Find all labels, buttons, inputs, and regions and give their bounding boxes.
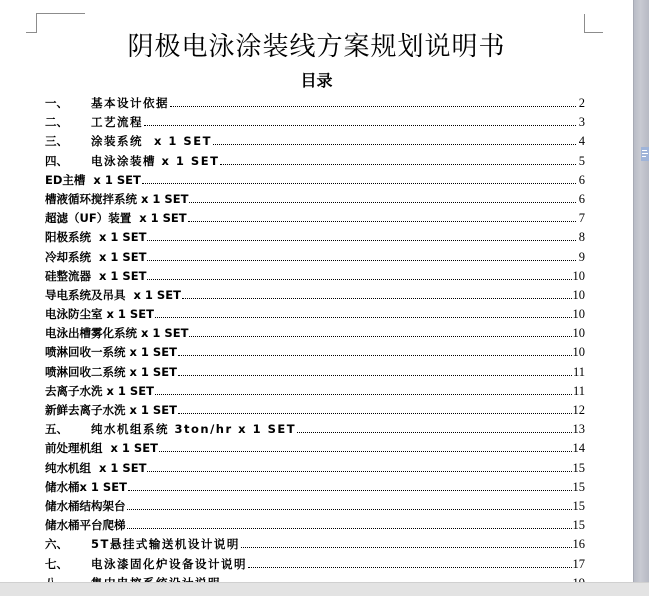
toc-page-number: 14	[572, 441, 585, 456]
toc-entry[interactable]	[45, 132, 585, 151]
document-map-icon[interactable]	[641, 147, 649, 161]
toc-entry-label	[45, 94, 169, 113]
toc-page-number: 7	[578, 211, 585, 226]
toc-entry[interactable]	[45, 113, 585, 132]
toc-entry-label	[45, 516, 126, 535]
toc-entry-text: 储水桶x 1 SET	[45, 479, 127, 494]
toc-entry-label	[45, 286, 181, 305]
toc-entry-text: 导电系统及吊具 x 1 SET	[45, 287, 181, 302]
toc-entry-label	[45, 555, 247, 574]
toc-dot-leader	[170, 105, 576, 107]
toc-page-number: 13	[572, 422, 585, 437]
toc-heading: 目录	[300, 71, 333, 90]
toc-page-number: 10	[572, 326, 585, 341]
toc-entry-text: 电泳漆固化炉设备设计说明	[91, 556, 247, 571]
toc-entry-number: 四、	[45, 153, 68, 168]
toc-entry[interactable]	[45, 439, 585, 458]
toc-page-number: 3	[578, 115, 585, 130]
toc-entry-label	[45, 248, 146, 267]
toc-entry-label	[45, 439, 158, 458]
toc-entry-number: 三、	[45, 134, 68, 149]
toc-page-number: 12	[572, 403, 585, 417]
toc-dot-leader	[159, 450, 572, 452]
toc-dot-leader	[147, 278, 571, 280]
toc-page-number: 10	[572, 268, 585, 283]
toc-dot-leader	[155, 316, 572, 318]
toc-page-number: 15	[572, 460, 585, 475]
toc-entry[interactable]	[45, 382, 585, 401]
toc-entry-text: 新鲜去离子水洗 x 1 SET	[45, 403, 177, 417]
table-of-contents	[45, 94, 585, 593]
toc-entry-text: 电泳防尘室 x 1 SET	[45, 307, 154, 322]
vertical-scrollbar[interactable]	[633, 0, 649, 582]
toc-page-number: 15	[572, 498, 585, 513]
toc-entry[interactable]	[45, 94, 585, 113]
toc-page-number: 9	[578, 249, 585, 264]
toc-dot-leader	[241, 546, 572, 548]
toc-dot-leader	[182, 297, 572, 299]
toc-entry-label	[45, 171, 141, 190]
toc-dot-leader	[248, 566, 572, 568]
toc-dot-leader	[147, 470, 571, 472]
toc-dot-leader	[155, 393, 572, 395]
toc-dot-leader	[178, 374, 572, 376]
toc-entry[interactable]	[45, 171, 585, 190]
toc-page-number: 8	[578, 230, 585, 245]
toc-page-number: 10	[572, 345, 585, 360]
toc-entry-label	[45, 305, 154, 324]
toc-entry-text: 5T悬挂式输送机设计说明	[91, 537, 240, 552]
toc-entry[interactable]	[45, 555, 585, 574]
toc-page-number: 11	[572, 383, 585, 398]
toc-entry[interactable]	[45, 248, 585, 267]
toc-page-number: 6	[578, 191, 585, 206]
toc-entry[interactable]	[45, 535, 585, 554]
toc-dot-leader	[142, 182, 576, 184]
toc-entry-text: 超滤（UF）装置 x 1 SET	[45, 211, 187, 226]
toc-entry[interactable]	[45, 420, 585, 439]
toc-entry-label	[45, 401, 177, 420]
toc-entry[interactable]	[45, 305, 585, 324]
toc-page-number: 15	[572, 518, 585, 533]
toc-entry-label	[45, 382, 154, 401]
toc-entry-label	[45, 132, 212, 151]
toc-entry-label	[45, 363, 177, 382]
toc-page-number: 16	[572, 537, 585, 552]
toc-entry-number: 七、	[45, 556, 68, 571]
toc-entry-text: 喷淋回收一系统 x 1 SET	[45, 345, 177, 360]
toc-entry[interactable]	[45, 267, 585, 286]
toc-entry-label	[45, 478, 127, 497]
toc-dot-leader	[127, 508, 572, 510]
toc-dot-leader	[127, 527, 572, 529]
toc-page-number: 10	[572, 287, 585, 302]
toc-page-number: 11	[572, 364, 585, 379]
toc-entry[interactable]	[45, 228, 585, 247]
toc-entry-number: 一、	[45, 96, 68, 110]
document-title: 阴极电泳涂装线方案规划说明书	[127, 32, 506, 62]
toc-entry[interactable]	[45, 209, 585, 228]
toc-entry-text: 阳极系统 x 1 SET	[45, 230, 147, 245]
toc-entry-text: ED主槽 x 1 SET	[45, 172, 141, 187]
toc-entry-number: 六、	[45, 537, 68, 552]
toc-entry-text: 硅整流器 x 1 SET	[45, 268, 147, 283]
toc-entry-label	[45, 535, 240, 554]
toc-entry-label	[45, 209, 187, 228]
toc-page-number: 6	[578, 172, 585, 187]
toc-entry-label	[45, 113, 143, 132]
toc-entry[interactable]	[45, 497, 585, 516]
toc-entry-text: 电泳涂装槽 x 1 SET	[91, 153, 220, 168]
toc-entry-number: 五、	[45, 422, 68, 437]
toc-entry-text: 电泳出槽雾化系统 x 1 SET	[45, 326, 189, 341]
toc-page-number: 2	[578, 96, 585, 110]
toc-dot-leader	[220, 163, 576, 165]
toc-entry[interactable]	[45, 401, 585, 420]
toc-entry-text: 工艺流程	[91, 115, 143, 130]
toc-dot-leader	[144, 124, 576, 126]
toc-page-number: 10	[572, 307, 585, 322]
toc-dot-leader	[128, 489, 572, 491]
toc-entry-text: 涂装系统 x 1 SET	[91, 134, 212, 149]
toc-dot-leader	[178, 412, 572, 414]
toc-dot-leader	[189, 335, 571, 337]
toc-dot-leader	[147, 239, 576, 241]
toc-entry[interactable]	[45, 459, 585, 478]
toc-entry-text: 前处理机组 x 1 SET	[45, 441, 158, 456]
toc-dot-leader	[147, 259, 576, 261]
toc-entry[interactable]	[45, 324, 585, 343]
toc-entry-text: 去离子水洗 x 1 SET	[45, 383, 154, 398]
toc-entry-text: 纯水机组 x 1 SET	[45, 460, 147, 475]
toc-dot-leader	[297, 431, 571, 433]
toc-entry[interactable]	[45, 363, 585, 382]
toc-dot-leader	[189, 201, 576, 203]
toc-page-number: 17	[572, 556, 585, 571]
toc-entry-text: 基本设计依据	[91, 96, 169, 110]
status-bar-strip	[0, 582, 649, 596]
toc-dot-leader	[213, 143, 576, 145]
toc-entry[interactable]	[45, 152, 585, 171]
toc-dot-leader	[178, 354, 572, 356]
toc-entry-label	[45, 324, 188, 343]
toc-entry-label	[45, 152, 219, 171]
toc-entry-text: 槽液循环搅拌系统 x 1 SET	[45, 191, 189, 206]
toc-entry[interactable]	[45, 478, 585, 497]
toc-entry-label	[45, 267, 146, 286]
toc-entry-text: 喷淋回收二系统 x 1 SET	[45, 364, 177, 379]
toc-entry-label	[45, 343, 177, 362]
toc-entry-label	[45, 228, 146, 247]
toc-entry[interactable]	[45, 286, 585, 305]
toc-dot-leader	[188, 220, 576, 222]
toc-page-number: 15	[572, 479, 585, 494]
toc-entry-label	[45, 190, 188, 209]
toc-entry-label	[45, 497, 126, 516]
toc-entry-text: 储水桶平台爬梯	[45, 518, 126, 533]
toc-entry[interactable]	[45, 190, 585, 209]
toc-entry-text: 冷却系统 x 1 SET	[45, 249, 147, 264]
toc-entry[interactable]	[45, 516, 585, 535]
toc-entry-label	[45, 420, 296, 439]
toc-entry-text: 纯水机组系统 3ton/hr x 1 SET	[91, 422, 297, 437]
toc-entry-text: 储水桶结构架台	[45, 498, 126, 513]
margin-corner-top-left-line	[36, 13, 85, 14]
toc-page-number: 4	[578, 134, 585, 149]
toc-entry-number: 二、	[45, 115, 68, 130]
toc-entry[interactable]	[45, 343, 585, 362]
toc-page-number: 5	[578, 153, 585, 168]
toc-entry-label	[45, 459, 146, 478]
